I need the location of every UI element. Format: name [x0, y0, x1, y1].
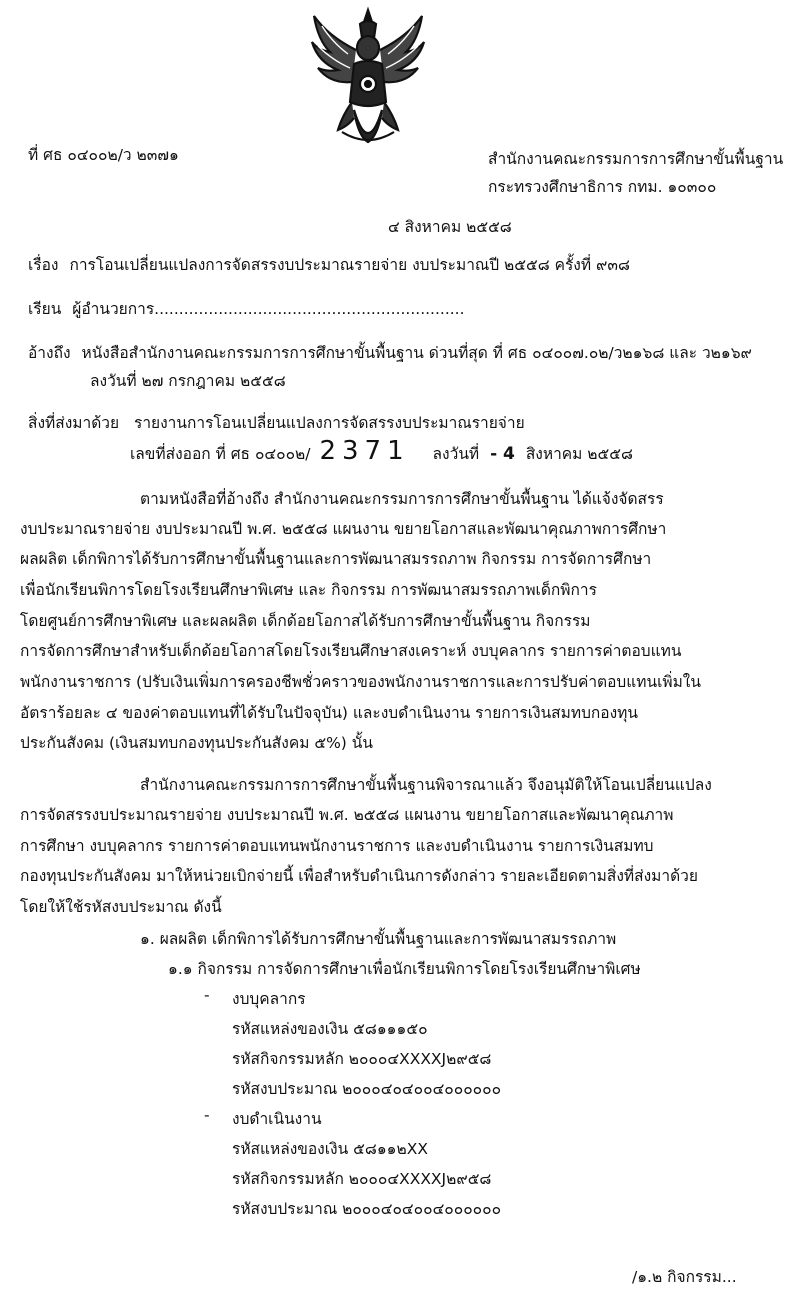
paragraph1-line: งบประมาณรายจ่าย งบประมาณปี พ.ศ. ๒๕๕๘ แผนงาน ขยายโอกาสและพัฒนาคุณภาพการศึกษา: [20, 520, 667, 538]
dated-label: ลงวันที่: [432, 445, 480, 463]
recipient-line: [28, 296, 465, 321]
page-continuation: /๑.๒ กิจกรรม...: [632, 1268, 737, 1286]
list-item-1-1: ๑.๑ กิจกรรม การจัดการศึกษาเพื่อนักเรียนพิการโดยโรงเรียนศึกษาพิเศษ: [168, 960, 641, 978]
enclosure-line: [28, 410, 525, 435]
paragraph2-line: กองทุนประกันสังคม มาให้หน่วยเบิกจ่ายนี้ เพื่อสำหรับดำเนินการดังกล่าว รายละเอียดตามสิ่งที่ส่งมาด้วย: [20, 867, 698, 885]
paragraph1-line: โดยศูนย์การศึกษาพิเศษ และผลผลิต เด็กด้อยโอกาสได้รับการศึกษาขั้นพื้นฐาน กิจกรรม: [20, 612, 591, 630]
ministry-address: กระทรวงศึกษาธิการ กทม. ๑๐๓๐๐: [488, 178, 717, 196]
reference-date: ลงวันที่ ๒๗ กรกฎาคม ๒๕๕๘: [90, 372, 286, 390]
dated-day: - 4: [490, 444, 515, 464]
operating-activity-code: รหัสกิจกรรมหลัก ๒๐๐๐๔XXXXJ๒๙๕๘: [232, 1170, 492, 1188]
operating-budget-title: งบดำเนินงาน: [232, 1110, 322, 1128]
enclosure-label: สิ่งที่ส่งมาด้วย: [28, 414, 120, 432]
document-date: ๔ สิงหาคม ๒๕๕๘: [388, 218, 512, 236]
paragraph1-line: ผลผลิต เด็กพิการได้รับการศึกษาขั้นพื้นฐานและการพัฒนาสมรรถภาพ กิจกรรม การจัดการศึกษา: [20, 550, 652, 568]
list-bullet: -: [204, 1106, 210, 1124]
list-item-1: ๑. ผลผลิต เด็กพิการได้รับการศึกษาขั้นพื้นฐานและการพัฒนาสมรรถภาพ: [140, 930, 617, 948]
personnel-budget-title: งบบุคลากร: [232, 990, 306, 1008]
paragraph1-line: เพื่อนักเรียนพิการโดยโรงเรียนศึกษาพิเศษ และ กิจกรรม การพัฒนาสมรรถภาพเด็กพิการ: [20, 581, 597, 599]
operating-source-code: รหัสแหล่งของเงิน ๕๘๑๑๒XX: [232, 1140, 428, 1158]
paragraph1-line: ตามหนังสือที่อ้างถึง สำนักงานคณะกรรมการการศึกษาขั้นพื้นฐาน ได้แจ้งจัดสรร: [140, 490, 664, 508]
enclosure-text: รายงานการโอนเปลี่ยนแปลงการจัดสรรงบประมาณรายจ่าย: [134, 414, 525, 432]
paragraph1-line: การจัดการศึกษาสำหรับเด็กด้อยโอกาสโดยโรงเรียนศึกษาสงเคราะห์ งบบุคลากร รายการค่าตอบแทน: [20, 642, 682, 660]
recipient-label: เรียน: [28, 300, 62, 318]
subject-text: การโอนเปลี่ยนแปลงการจัดสรรงบประมาณรายจ่าย งบประมาณปี ๒๕๕๘ ครั้งที่ ๙๓๘: [69, 256, 630, 274]
personnel-budget-code: รหัสงบประมาณ ๒๐๐๐๔๐๔๐๐๔๐๐๐๐๐๐: [232, 1080, 502, 1098]
garuda-emblem-icon: [308, 6, 428, 154]
dated-rest: สิงหาคม ๒๕๕๘: [525, 445, 633, 463]
reference-text: หนังสือสำนักงานคณะกรรมการการศึกษาขั้นพื้นฐาน ด่วนที่สุด ที่ ศธ ๐๔๐๐๗.๐๒/ว๒๑๖๘ และ ว๒๑๖๙: [81, 344, 752, 362]
paragraph2-line: การศึกษา งบบุคลากร รายการค่าตอบแทนพนักงานราชการ และงบดำเนินงาน รายการเงินสมทบ: [20, 837, 654, 855]
subject-line: [28, 252, 630, 277]
list-bullet: -: [204, 986, 210, 1004]
paragraph1-line: ประกันสังคม (เงินสมทบกองทุนประกันสังคม ๕%) นั้น: [20, 734, 373, 752]
document-number: ที่ ศธ ๐๔๐๐๒/ว ๒๓๗๑: [28, 146, 179, 164]
paragraph1-line: อัตราร้อยละ ๔ ของค่าตอบแทนที่ได้รับในปัจจุบัน) และงบดำเนินงาน รายการเงินสมทบกองทุน: [20, 704, 638, 722]
reference-label: อ้างถึง: [28, 344, 71, 362]
subject-label: เรื่อง: [28, 256, 59, 274]
paragraph2-line: โดยให้ใช้รหัสงบประมาณ ดังนี้: [20, 898, 222, 916]
personnel-activity-code: รหัสกิจกรรมหลัก ๒๐๐๐๔XXXXJ๒๙๕๘: [232, 1050, 492, 1068]
paragraph1-line: พนักงานราชการ (ปรับเงินเพิ่มการครองชีพชั่วคราวของพนักงานราชการและการปรับค่าตอบแทนเพิ่มใน: [20, 673, 701, 691]
recipient-text: ผู้อำนวยการ...............................................................: [72, 300, 465, 318]
outgoing-prefix: เลขที่ส่งออก ที่ ศธ ๐๔๐๐๒/: [130, 445, 311, 463]
outgoing-number: 2371: [319, 436, 410, 466]
reference-line: [28, 340, 752, 365]
outgoing-number-line: [130, 436, 633, 466]
paragraph2-line: สำนักงานคณะกรรมการการศึกษาขั้นพื้นฐานพิจารณาแล้ว จึงอนุมัติให้โอนเปลี่ยนแปลง: [140, 776, 712, 794]
personnel-source-code: รหัสแหล่งของเงิน ๕๘๑๑๑๕๐: [232, 1020, 428, 1038]
issuing-office: สำนักงานคณะกรรมการการศึกษาขั้นพื้นฐาน: [488, 150, 784, 168]
operating-budget-code: รหัสงบประมาณ ๒๐๐๐๔๐๔๐๐๔๐๐๐๐๐๐: [232, 1200, 502, 1218]
paragraph2-line: การจัดสรรงบประมาณรายจ่าย งบประมาณปี พ.ศ. ๒๕๕๘ แผนงาน ขยายโอกาสและพัฒนาคุณภาพ: [20, 806, 674, 824]
